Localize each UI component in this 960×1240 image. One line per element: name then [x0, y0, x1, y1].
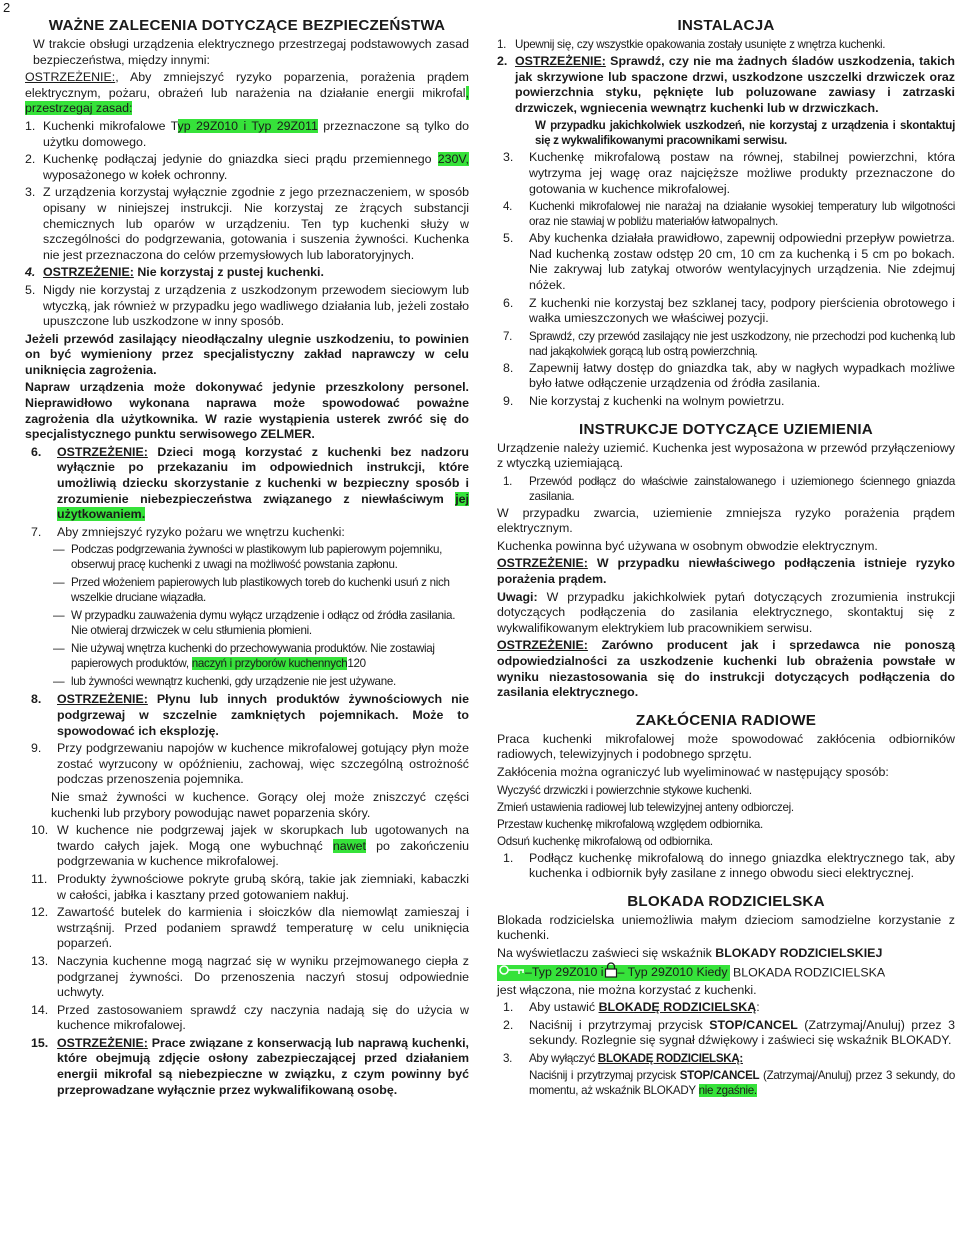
- install-item-6: 6. Z kuchenki nie korzystaj bez szklanej tacy, podpory pierścienia obrotowego i wałka umieszczonych we właściwej pozycji.: [503, 295, 955, 326]
- safety-item-12: 12. Zawartość butelek do karmienia i słoiczków dla niemowląt zamieszaj i wstrząśnij. Przed podaniem sprawdź temperaturę w celu uniknięcia poparzeń.: [31, 905, 469, 951]
- safety-item-4: 4. OSTRZEŻENIE: Nie korzystaj z pustej kuchenki.: [25, 265, 324, 280]
- grounding-notes: Uwagi: W przypadku jakichkolwiek pytań dotyczących zrozumienia instrukcji dotyczących podłączenia do zasilania elektrycznego, skontaktuj się z wykwalifikowanym elektrykiem lub pracownikiem serwisu.: [497, 589, 955, 635]
- child-lock-step-3: 3. Aby wyłączyć BLOKADĘ RODZICIELSKĄ:: [503, 1051, 743, 1065]
- safety-item-11: 11. Produkty żywnościowe pokryte grubą skórą, takie jak ziemniaki, kabaczki w całości, jabłka i kasztany przed gotowaniem nakłuj.: [31, 871, 469, 902]
- safety-item-10: 10. W kuchence nie podgrzewaj jajek w skorupkach lub ugotowanych na twardo całych jajek. Mogą one wybuchnąć nawet po zakończeniu podgrzewania w kuchence mikrofalowej.: [31, 823, 469, 869]
- child-lock-step-1: 1. Aby ustawić BLOKADĘ RODZICIELSKĄ:: [503, 1000, 760, 1015]
- install-item-2: 2. OSTRZEŻENIE: Sprawdź, czy nie ma żadnych śladów uszkodzenia, takich jak skrzywione lub spaczone drzwi, uszkodzone uszczelki drzwiczek oraz powierzchnia styku, pęknięte lub poluzowane zawiasy i zatrzaski drzwiczek, wgniecenia wewnątrz kuchenki lub w drzwiczkach.: [497, 54, 955, 115]
- fire-tip-5: — lub żywności wewnątrz kuchenki, gdy urządzenie nie jest używane.: [53, 675, 396, 689]
- page-number: 2: [3, 0, 11, 15]
- child-lock-intro: Blokada rodzicielska uniemożliwia małym dzieciom samodzielne korzystanie z kuchenki.: [497, 912, 955, 943]
- fire-tip-3: — W przypadku zauważenia dymu wyłącz urządzenie i odłącz od źródła zasilania. Nie otwieraj drzwiczek w celu stłumienia płomieni.: [53, 609, 456, 638]
- grounding-warning-2: OSTRZEŻENIE: Zarówno producent jak i sprzedawca nie ponoszą odpowiedzialności za uszkodzenie kuchenki lub obrażenia powstałe w wyniku niezastosowania się do instrukcji dotyczących podłączenia do zasilania elektrycznego.: [497, 638, 955, 700]
- radio-tip-3: Przestaw kuchenkę mikrofalową względem odbiornika.: [497, 817, 763, 831]
- safety-item-6: 6. OSTRZEŻENIE: Dzieci mogą korzystać z kuchenki bez nadzoru wyłącznie po przekazaniu im odpowiednich instrukcji, które umożliwią dziecku skorzystanie z kuchenki w bezpieczny sposób i zrozumienie niebezpieczeństwa związanego z niewłaściwym jej użytkowaniem.: [31, 444, 469, 522]
- radio-how: Zakłócenia można ograniczyć lub wyeliminować w następujący sposób:: [497, 765, 889, 779]
- install-item-8: 8. Zapewnij łatwy dostęp do gniazdka tak, aby w nagłych wypadkach możliwe było łatwe odłączenie urządzenia od źródła zasilania.: [503, 360, 955, 391]
- radio-tip-2: Zmień ustawienia radiowej lub telewizyjnej anteny odbiorczej.: [497, 800, 794, 814]
- child-lock-step-2: 2. Naciśnij i przytrzymaj przycisk STOP/CANCEL (Zatrzymaj/Anuluj) przez 3 sekundy. Rozlegnie się sygnał dźwiękowy i zaświeci się wskaźnik BLOKADY.: [503, 1017, 955, 1048]
- install-item-7: 7. Sprawdź, czy przewód zasilający nie jest uszkodzony, nie przechodzi pod kuchenką lub nad jakąkolwiek gorącą lub ostrą powierzchnią.: [503, 329, 955, 358]
- safety-item-5: 5. Nigdy nie korzystaj z urządzenia z uszkodzonym przewodem sieciowym lub wtyczką, jak również w przypadku jego wadliwego działania lub, jeżeli zostało upuszczone lub uszkodzone w inny sposób.: [25, 282, 469, 329]
- install-item-4: 4. Kuchenki mikrofalowej nie narażaj na działanie wysokiej temperatury lub wilgotności oraz nie stawiaj w pobliżu materiałów łatwopalnych.: [503, 200, 955, 229]
- install-item-3: 3. Kuchenkę mikrofalową postaw na równej, stabilnej powierzchni, która wytrzyma jej wagę oraz najcięższe możliwe produkty przeznaczone do gotowania w kuchence mikrofalowej.: [503, 150, 955, 196]
- safety-item-9-frying: Nie smaż żywności w kuchence. Gorący olej może zniszczyć części kuchenki lub przybory powodując nawet poparzenia skóry.: [51, 789, 469, 820]
- key-icon-box: –Typ 29Z010 i – Typ 29Z010 Kiedy: [497, 965, 730, 981]
- fire-tip-2: — Przed włożeniem papierowych lub plastikowych toreb do kuchenki usuń z nich wszelkie druciane wiązadła.: [53, 576, 450, 605]
- child-lock-step-3-detail: Naciśnij i przytrzymaj przycisk STOP/CANCEL (Zatrzymaj/Anuluj) przez 3 sekundy, do momentu, aż wskaźnik BLOKADY nie zgaśnie.: [529, 1068, 955, 1097]
- safety-warning: OSTRZEŻENIE:, Aby zmniejszyć ryzyko poparzenia, porażenia prądem elektrycznym, pożaru, obrażeń lub narażenia na działanie energii mikrofal, przestrzegaj zasad:: [25, 70, 469, 116]
- radio-tip-1: Wyczyść drzwiczki i powierzchnie stykowe kuchenki.: [497, 783, 752, 797]
- radio-interference-title: ZAKŁÓCENIA RADIOWE: [635, 711, 817, 729]
- cord-replacement-note: Jeżeli przewód zasilający nieodłączalny ulegnie uszkodzeniu, to powinien on być wymieniony przez specjalistyczny zakład naprawczy w celu uniknięcia zagrożenia.: [25, 331, 469, 377]
- safety-intro: W trakcie obsługi urządzenia elektrycznego przestrzegaj podstawowych zasad bezpieczeństwa, między innymi:: [33, 37, 469, 67]
- fire-tip-1: — Podczas podgrzewania żywności w plastikowym lub papierowym pojemniku, obserwuj pracę kuchenki z uwagi na możliwość powstania zapłonu.: [53, 543, 443, 572]
- grounding-title: INSTRUKCJE DOTYCZĄCE UZIEMIENIA: [579, 420, 873, 438]
- child-lock-title: BLOKADA RODZICIELSKA: [627, 892, 825, 910]
- grounding-circuit: Kuchenka powinna być używana w osobnym obwodzie elektrycznym.: [497, 538, 878, 553]
- installation-title: INSTALACJA: [677, 17, 775, 34]
- left-column: [25, 16, 469, 1100]
- key-icon: [499, 964, 525, 981]
- safety-item-15: 15. OSTRZEŻENIE: Prace związane z konserwacją lub naprawą kuchenki, które obejmują zdjęcie osłony zabezpieczającej przed działaniem energii mikrofal są niebezpieczne w związku, z czym powinny być przeprowadzane wyłącznie przez wykwalifikowaną osobę.: [31, 1035, 469, 1097]
- safety-item-3: 3. Z urządzenia korzystaj wyłącznie zgodnie z jego przeznaczeniem, w sposób opisany w niniejszej instrukcji. Nie korzystaj ze żrących substancji chemicznych lub oparów w urządzeniu. Ten typ kuchenki służy w szczególności do podgrzewania, gotowania i suszenia żywności. Kuchenka nie jest przeznaczona do celów przemysłowych lub laboratoryjnych.: [25, 185, 469, 262]
- install-item-1: 1. Upewnij się, czy wszystkie opakowania zostały usunięte z wnętrza kuchenki.: [497, 38, 886, 51]
- safety-item-9: 9. Przy podgrzewaniu napojów w kuchence mikrofalowej gotujący płyn może zostać wyrzucony w opóźnieniu, zachowaj, więc szczególną ostrożność podczas przenoszenia pojemnika.: [31, 741, 469, 787]
- safety-item-14: 14. Przed zastosowaniem sprawdź czy naczynia nadają się do użycia w kuchence mikrofalowej.: [31, 1002, 469, 1033]
- child-lock-models: –Typ 29Z010 i – Typ 29Z010 Kiedy BLOKADA RODZICIELSKA: [497, 965, 955, 981]
- install-item-2-service: W przypadku jakichkolwiek uszkodzeń, nie korzystaj z urządzenia i skontaktuj się z wykwalifikowanymi pracownikami serwisu.: [535, 119, 955, 148]
- child-lock-active: jest włączona, nie można korzystać z kuchenki.: [497, 982, 757, 997]
- safety-item-1: 1. Kuchenki mikrofalowe Typ 29Z010 i Typ 29Z011 przeznaczone są tylko do użytku domowego.: [25, 118, 470, 149]
- repair-note: Napraw urządzenia może dokonywać jedynie przeszkolony personel. Nieprawidłowo wykonana naprawa może spowodować poważne zagrożenia dla użytkownika. W razie wystąpienia usterek zwróć się do specjalistycznego punktu serwisowego ZELMER.: [25, 380, 469, 442]
- radio-intro: Praca kuchenki mikrofalowej może spowodować zakłócenia odbiorników radiowych, telewizyjnych i podobnego sprzętu.: [497, 731, 955, 762]
- child-lock-indicator: Na wyświetlaczu zaświeci się wskaźnik BLOKADY RODZICIELSKIEJ: [497, 945, 883, 960]
- fire-tip-4: — Nie używaj wnętrza kuchenki do przechowywania produktów. Nie zostawiaj papierowych produktów, naczyń i przyborów kuchennych120: [53, 642, 435, 671]
- safety-item-7: 7. Aby zmniejszyć ryzyko pożaru we wnętrzu kuchenki:: [31, 524, 345, 539]
- grounding-item-1: 1. Przewód podłącz do właściwie zainstalowanego i uziemionego ściennego gniazda zasilania.: [503, 474, 955, 503]
- grounding-warning: OSTRZEŻENIE: W przypadku niewłaściwego podłączenia istnieje ryzyko porażenia prądem.: [497, 556, 955, 587]
- grounding-intro: Urządzenie należy uziemić. Kuchenka jest wyposażona w przewód przyłączeniowy z wtyczką uziemiającą.: [497, 440, 955, 471]
- radio-item-1: 1. Podłącz kuchenkę mikrofalową do innego gniazdka elektrycznego tak, aby kuchenka i odbiornik były zasilane z innego obwodu sieci elektrycznej.: [503, 850, 955, 881]
- right-column: [497, 16, 955, 1100]
- radio-tip-4: Odsuń kuchenkę mikrofalową od odbiornika.: [497, 834, 713, 848]
- install-item-5: 5. Aby kuchenka działała prawidłowo, zapewnij odpowiedni przepływ powietrza. Nad kuchenką zostaw odstęp 20 cm, 10 cm za kuchenką i 5 cm po bokach. Nie zakrywaj lub zatykaj otworów wentylacyjnych urządzenia. Nie zdejmuj nóżek.: [503, 231, 955, 292]
- safety-item-8: 8. OSTRZEŻENIE: Płynu lub innych produktów żywnościowych nie podgrzewaj w szczelnie zamkniętych pojemnikach. Może to spowodować ich eksplozję.: [31, 692, 469, 738]
- safety-item-13: 13. Naczynia kuchenne mogą nagrzać się w wyniku przejmowanego ciepła z podgrzanej żywności. Do przenoszenia naczyń stosuj odpowiednie uchwyty.: [31, 953, 469, 1000]
- grounding-shortcircuit: W przypadku zwarcia, uziemienie zmniejsza ryzyko porażenia prądem elektrycznym.: [497, 505, 955, 536]
- safety-title: WAŻNE ZALECENIA DOTYCZĄCE BEZPIECZEŃSTWA: [48, 17, 446, 34]
- padlock-icon: [604, 962, 618, 983]
- safety-item-2: 2. Kuchenkę podłączaj jedynie do gniazdka sieci prądu przemiennego 230V, wyposażonego w kołek ochronny.: [25, 152, 469, 182]
- install-item-9: 9. Nie korzystaj z kuchenki na wolnym powietrzu.: [503, 393, 785, 408]
